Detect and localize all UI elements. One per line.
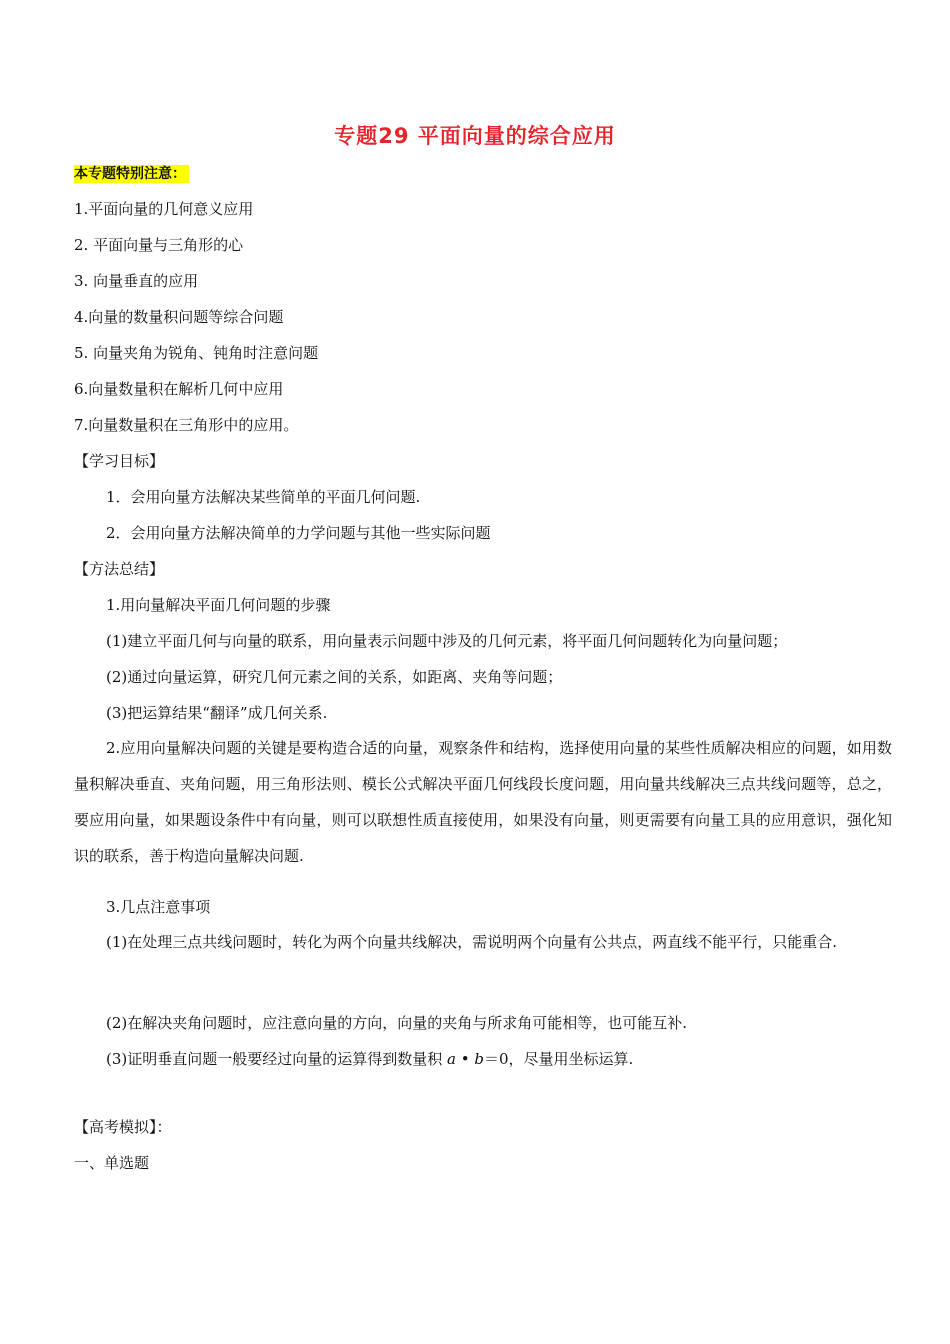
note-3-var-a: a: [447, 1050, 456, 1068]
notes-title: 3.几点注意事项: [106, 898, 211, 916]
note-3-text-pre: (3)证明垂直问题一般要经过向量的运算得到数量积: [106, 1050, 448, 1068]
exam-section-title: 一、单选题: [74, 1154, 150, 1172]
note-3-text-post: ＝0，尽量用坐标运算.: [484, 1050, 634, 1068]
note-1: (1)在处理三点共线问题时，转化为两个向量共线解决，需说明两个向量有公共点，两直线不能平行，只能重合.: [106, 933, 838, 951]
page-title: 专题29 平面向量的综合应用: [334, 124, 616, 148]
exam-heading: 【高考模拟】：: [74, 1118, 172, 1136]
notice-item-4: 4.向量的数量积问题等综合问题: [74, 308, 284, 326]
notice-item-7: 7.向量数量积在三角形中的应用。: [74, 416, 299, 434]
notice-label: 本专题特别注意：: [74, 165, 189, 183]
methods-paragraph-2: 2.应用向量解决问题的关键是要构造合适的向量，观察条件和结构，选择使用向量的某些性质解决相应的问题，如用数量积解决垂直、夹角问题，用三角形法则、模长公式解决平面几何线段长度问题，用向量共线解决三点共线问题等，总之，要应用向量，如果题设条件中有向量，则可以联想性质直接使用，如果没有向量，则更需要有向量工具的应用意识，强化知识的联系，善于构造向量解决问题.: [74, 739, 892, 865]
goal-item-2: 2．会用向量方法解决简单的力学问题与其他一些实际问题: [106, 524, 491, 542]
notice-item-1: 1.平面向量的几何意义应用: [74, 200, 254, 218]
notice-item-6: 6.向量数量积在解析几何中应用: [74, 380, 284, 398]
notice-item-3: 3. 向量垂直的应用: [74, 272, 199, 290]
notice-item-5: 5. 向量夹角为锐角、钝角时注意问题: [74, 344, 319, 362]
note-2: (2)在解决夹角问题时，应注意向量的方向，向量的夹角与所求角可能相等，也可能互补.: [106, 1014, 688, 1032]
note-3: [106, 1048, 633, 1070]
notice-item-2: 2. 平面向量与三角形的心: [74, 236, 244, 254]
methods-heading: 【方法总结】: [74, 560, 165, 578]
methods-step-3: (3)把运算结果“翻译”成几何关系.: [106, 704, 328, 722]
methods-step-1: (1)建立平面几何与向量的联系，用向量表示问题中涉及的几何元素，将平面几何问题转化为向量问题；: [106, 632, 788, 650]
note-3-var-b: b: [474, 1050, 485, 1068]
goals-heading: 【学习目标】: [74, 452, 165, 470]
goal-item-1: 1．会用向量方法解决某些简单的平面几何问题.: [106, 488, 421, 506]
methods-step-2: (2)通过向量运算，研究几何元素之间的关系，如距离、夹角等问题；: [106, 668, 563, 686]
note-3-dot: •: [460, 1050, 470, 1068]
methods-step-title: 1.用向量解决平面几何问题的步骤: [106, 596, 331, 614]
notice-label-line: [74, 162, 189, 185]
